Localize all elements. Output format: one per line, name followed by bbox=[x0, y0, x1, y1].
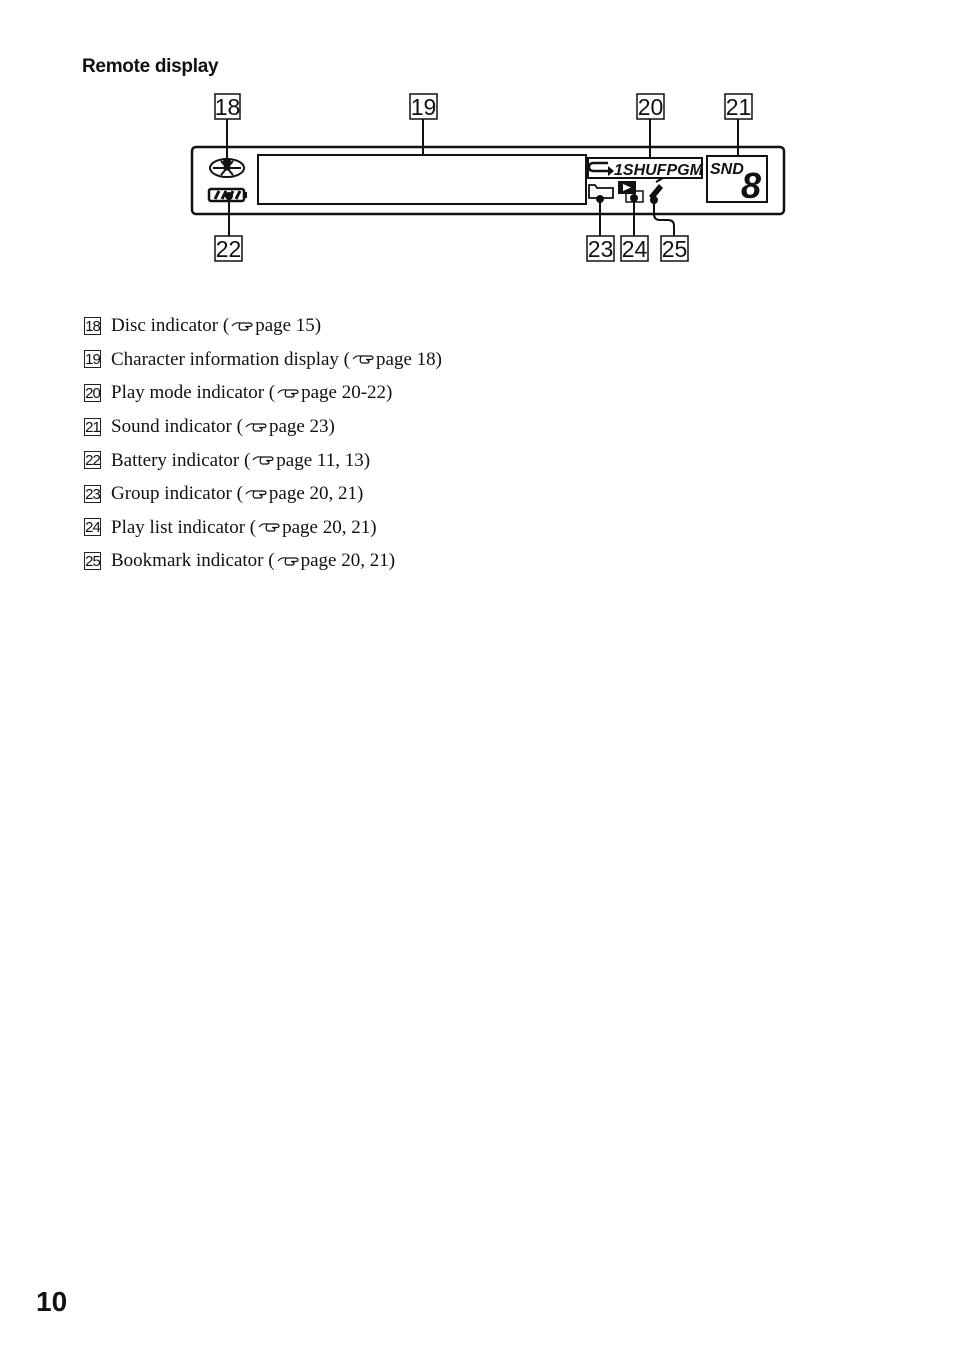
legend-number: 22 bbox=[85, 452, 100, 470]
legend-item bbox=[84, 343, 442, 377]
play-mode-indicator bbox=[588, 158, 704, 179]
legend-item bbox=[84, 376, 442, 410]
sound-text: SND bbox=[710, 161, 744, 178]
pointing-hand-icon bbox=[352, 353, 374, 365]
callout-22 bbox=[215, 236, 242, 262]
legend-page: page 20, 21) bbox=[300, 550, 396, 572]
callout-21 bbox=[725, 94, 752, 120]
legend-number: 18 bbox=[85, 317, 100, 335]
legend-item bbox=[84, 477, 442, 511]
legend-item bbox=[84, 544, 442, 578]
legend-page: page 20-22) bbox=[301, 382, 393, 404]
leader-25 bbox=[654, 200, 674, 236]
legend-item bbox=[84, 410, 442, 444]
legend-page: page 20, 21) bbox=[282, 516, 377, 538]
legend-label: Sound indicator ( bbox=[111, 416, 243, 438]
callout-21-label: 21 bbox=[725, 94, 752, 120]
pointing-hand-icon bbox=[277, 555, 299, 567]
callout-23-label: 23 bbox=[587, 236, 614, 262]
legend-label: Bookmark indicator ( bbox=[111, 550, 275, 572]
legend-number: 25 bbox=[85, 552, 100, 570]
pointing-hand-icon bbox=[277, 387, 299, 399]
legend-label: Character information display ( bbox=[111, 348, 351, 370]
callout-19 bbox=[410, 94, 437, 120]
character-area bbox=[258, 155, 586, 204]
legend-label: Group indicator ( bbox=[111, 483, 243, 505]
play-mode-text: 1SHUFPGM bbox=[614, 162, 703, 179]
page-number: 10 bbox=[36, 1286, 68, 1317]
callout-25-label: 25 bbox=[661, 236, 688, 262]
legend-number: 19 bbox=[85, 351, 100, 369]
pointing-hand-icon bbox=[245, 421, 267, 433]
legend-label: Play list indicator ( bbox=[111, 516, 257, 538]
callout-18-label: 18 bbox=[214, 94, 241, 120]
callout-22-label: 22 bbox=[215, 236, 242, 262]
pointing-hand-icon bbox=[245, 488, 267, 500]
legend-page: page 18) bbox=[376, 348, 442, 370]
legend-page: page 11, 13) bbox=[276, 449, 371, 471]
pointing-hand-icon bbox=[258, 521, 280, 533]
section-heading: Remote display bbox=[82, 56, 219, 77]
pointing-hand-icon bbox=[231, 320, 253, 332]
legend-label: Battery indicator ( bbox=[111, 449, 251, 471]
callout-24 bbox=[621, 236, 648, 262]
callout-25 bbox=[661, 236, 688, 262]
digit-segment: 8 bbox=[741, 165, 762, 206]
legend-item bbox=[84, 511, 442, 545]
legend-label: Play mode indicator ( bbox=[111, 382, 276, 404]
legend-item bbox=[84, 309, 442, 343]
legend-page: page 15) bbox=[255, 315, 322, 337]
legend-page: page 23) bbox=[268, 416, 335, 438]
legend-number: 21 bbox=[85, 418, 100, 436]
legend-number: 23 bbox=[85, 485, 100, 503]
callout-23 bbox=[587, 236, 614, 262]
callout-20 bbox=[637, 94, 664, 120]
remote-display-diagram bbox=[0, 0, 954, 300]
pointing-hand-icon bbox=[252, 454, 274, 466]
legend-label: Disc indicator ( bbox=[111, 315, 230, 337]
callout-20-label: 20 bbox=[637, 94, 664, 120]
callout-19-label: 19 bbox=[410, 94, 437, 120]
sound-indicator bbox=[707, 156, 767, 206]
callout-18 bbox=[215, 94, 241, 120]
legend-page: page 20, 21) bbox=[268, 483, 364, 505]
legend-number: 24 bbox=[85, 519, 100, 537]
legend-item bbox=[84, 443, 442, 477]
legend-number: 20 bbox=[85, 384, 100, 402]
legend-list bbox=[84, 309, 442, 578]
callout-24-label: 24 bbox=[621, 236, 648, 262]
